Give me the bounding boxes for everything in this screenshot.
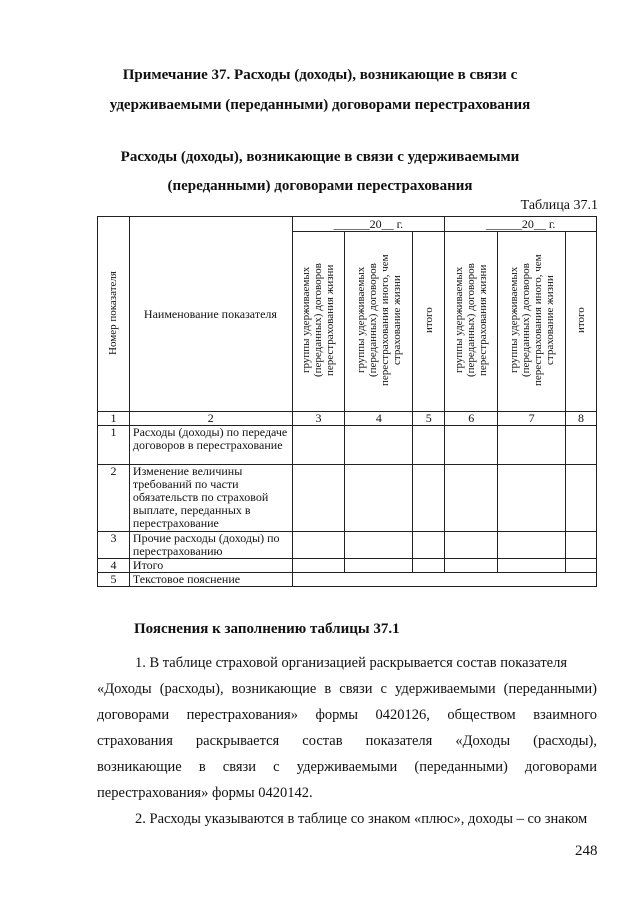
table-title-line-1: Расходы (доходы), возникающие в связи с удерживаемыми bbox=[120, 149, 520, 165]
header-subcol: группы удерживаемых (переданных) договоров перестрахования иного, чем страхование жизни bbox=[345, 232, 413, 412]
header-subcol: группы удерживаемых (переданных) договоров перестрахования жизни bbox=[445, 232, 498, 412]
table-row bbox=[98, 559, 597, 573]
header-name: Наименование показателя bbox=[129, 217, 292, 412]
year-header-1: ______20__ г. bbox=[292, 217, 445, 232]
col-index: 2 bbox=[129, 412, 292, 426]
note-title-line-2: удерживаемыми (переданными) договорами перестрахования bbox=[109, 97, 531, 113]
row-number: 2 bbox=[98, 465, 130, 532]
page-number: 248 bbox=[575, 843, 598, 859]
note-title-line-1: Примечание 37. Расходы (доходы), возникающие в связи с bbox=[122, 67, 518, 83]
explanations-title: Пояснения к заполнению таблицы 37.1 bbox=[134, 621, 400, 637]
col-index: 8 bbox=[566, 412, 597, 426]
data-table bbox=[97, 216, 597, 587]
header-subcol: группы удерживаемых (переданных) договоров перестрахования иного, чем страхование жизни bbox=[498, 232, 566, 412]
col-index: 4 bbox=[345, 412, 413, 426]
table-row bbox=[98, 573, 597, 587]
header-number: Номер показателя bbox=[98, 217, 130, 412]
row-number: 1 bbox=[98, 426, 130, 465]
row-name: Текстовое пояснение bbox=[129, 573, 292, 587]
paragraph-line: страхования раскрывается состав показателя «Доходы (расходы), bbox=[97, 733, 597, 749]
header-subcol: итого bbox=[566, 232, 597, 412]
paragraph-1 bbox=[97, 650, 597, 806]
table-row bbox=[98, 426, 597, 465]
table-row bbox=[98, 465, 597, 532]
header-subcol: группы удерживаемых (переданных) договоров перестрахования жизни bbox=[292, 232, 345, 412]
paragraph-line: перестрахования» формы 0420142. bbox=[97, 785, 313, 801]
col-index: 1 bbox=[98, 412, 130, 426]
paragraph-line: возникающие в связи с удерживаемыми (переданными) договорами bbox=[97, 759, 597, 775]
row-name: Изменение величины требований по части обязательств по страховой выплате, переданных в перестрахование bbox=[129, 465, 292, 532]
row-number: 5 bbox=[98, 573, 130, 587]
row-name: Расходы (доходы) по передаче договоров в перестрахование bbox=[129, 426, 292, 465]
paragraph-line: 2. Расходы указываются в таблице со знаком «плюс», доходы – со знаком bbox=[135, 811, 588, 827]
header-subcol: итого bbox=[413, 232, 445, 412]
year-header-2: ______20__ г. bbox=[445, 217, 597, 232]
table-number: Таблица 37.1 bbox=[520, 198, 598, 213]
paragraph-line: 1. В таблице страховой организацией раскрывается состав показателя bbox=[135, 655, 568, 671]
row-number: 4 bbox=[98, 559, 130, 573]
row-name: Итого bbox=[129, 559, 292, 573]
col-index: 7 bbox=[498, 412, 566, 426]
row-name: Прочие расходы (доходы) по перестрахованию bbox=[129, 532, 292, 559]
table-title-line-2: (переданными) договорами перестрахования bbox=[167, 178, 473, 194]
table-row bbox=[98, 532, 597, 559]
paragraph-line: договорами перестрахования» формы 0420126, обществом взаимного bbox=[97, 707, 597, 723]
paragraph-line: «Доходы (расходы), возникающие в связи с удерживаемыми (переданными) bbox=[97, 681, 597, 697]
paragraph-2 bbox=[97, 806, 597, 832]
col-index: 5 bbox=[413, 412, 445, 426]
col-index: 3 bbox=[292, 412, 345, 426]
col-index: 6 bbox=[445, 412, 498, 426]
row-number: 3 bbox=[98, 532, 130, 559]
